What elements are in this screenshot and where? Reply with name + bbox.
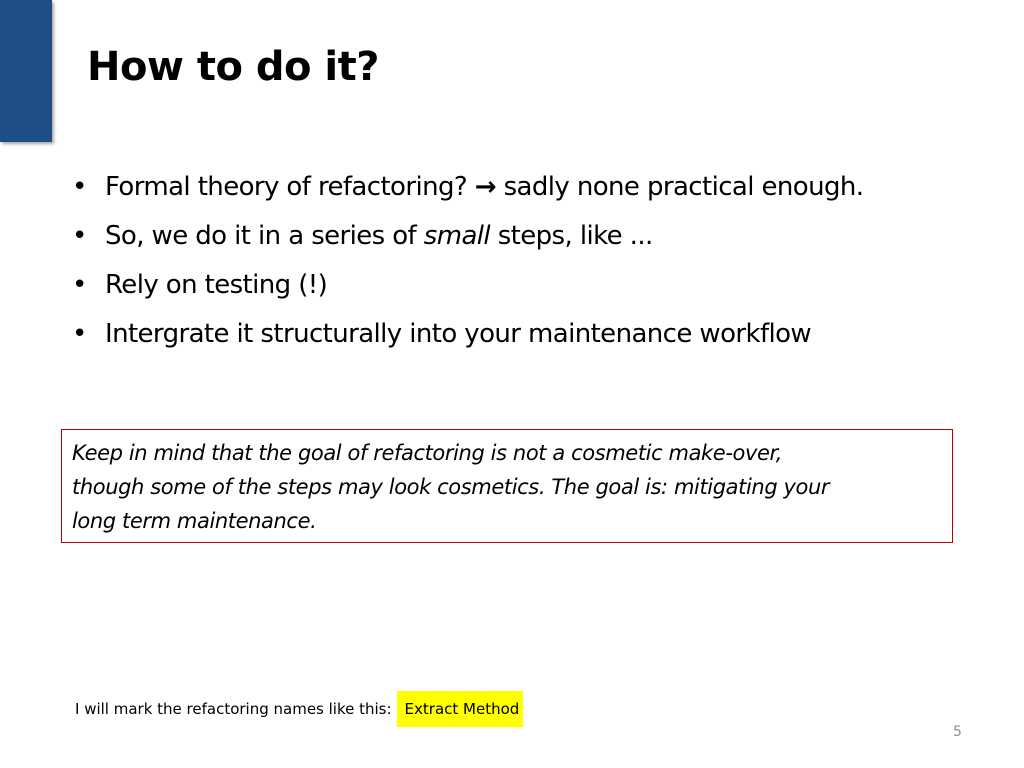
- bullet-text: So, we do it in a series of: [105, 221, 424, 251]
- bullet-marker: •: [72, 221, 87, 251]
- bullet-list: [72, 168, 863, 364]
- footer-note: [75, 690, 523, 728]
- bullet-item: [72, 168, 863, 217]
- bullet-text: Rely on testing (!): [105, 270, 328, 300]
- slide-title: How to do it?: [87, 44, 379, 90]
- bullet-text: sadly none practical enough.: [495, 172, 864, 202]
- bullet-text: Formal theory of refactoring?: [105, 172, 475, 202]
- refactoring-name-example: Extract Method: [397, 691, 524, 727]
- bullet-emphasis: small: [423, 221, 491, 251]
- bullet-text: Intergrate it structurally into your maintenance workflow: [105, 319, 812, 349]
- note-line: though some of the steps may look cosmetics. The goal is: mitigating your: [72, 475, 830, 499]
- bullet-marker: •: [72, 172, 87, 202]
- bullet-marker: •: [72, 319, 87, 349]
- note-line: long term maintenance.: [72, 509, 317, 533]
- right-arrow-icon: →: [474, 172, 496, 202]
- page-number: 5: [953, 724, 962, 740]
- bullet-item: [72, 266, 863, 315]
- bullet-item: [72, 315, 863, 364]
- title-accent-bar: [0, 0, 52, 142]
- bullet-item: [72, 217, 863, 266]
- bullet-marker: •: [72, 270, 87, 300]
- bullet-text: steps, like ...: [490, 221, 653, 251]
- footer-text: I will mark the refactoring names like this:: [75, 700, 392, 718]
- note-box: [61, 429, 953, 543]
- note-line: Keep in mind that the goal of refactoring is not a cosmetic make-over,: [72, 441, 783, 465]
